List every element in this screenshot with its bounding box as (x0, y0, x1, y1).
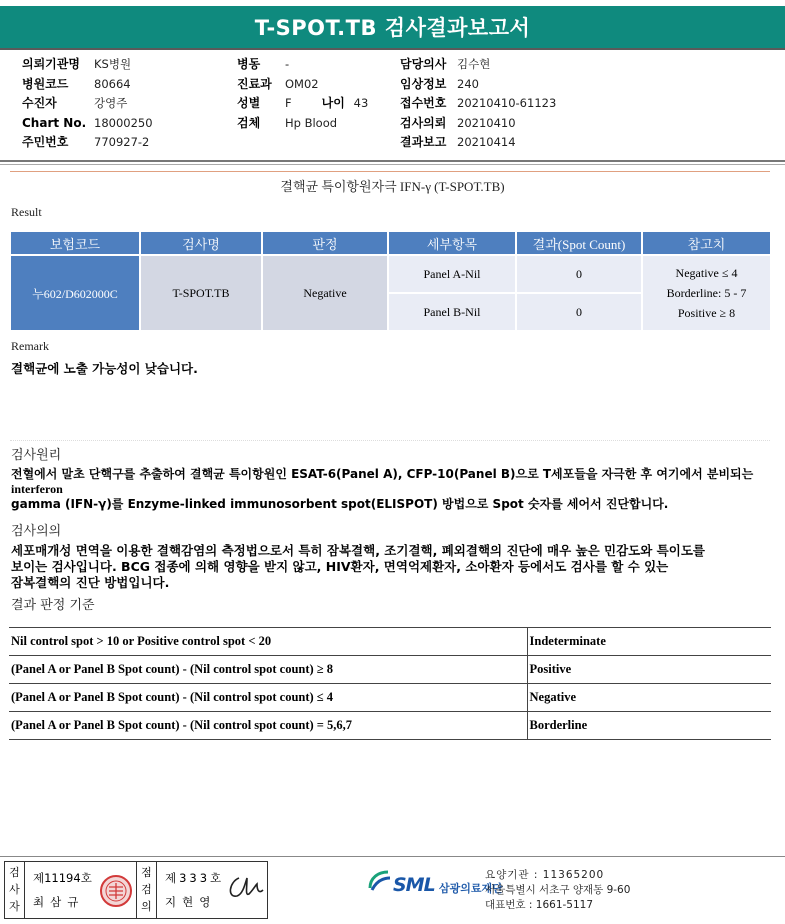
principle-label: 검사원리 (11, 448, 62, 463)
reference-borderline: Borderline: 5 - 7 (666, 286, 747, 300)
reference-positive: Positive ≥ 8 (677, 306, 736, 320)
result-header-row (10, 231, 771, 255)
resident-no-label: 주민번호 (22, 135, 69, 149)
signature-icon (225, 872, 265, 906)
criteria-label: 결과 판정 기준 (11, 598, 95, 613)
sml-logo-text: SML (393, 874, 435, 896)
sex-value: F (285, 96, 292, 110)
age-value: 43 (353, 96, 369, 110)
separator (0, 164, 785, 165)
principle-text (11, 467, 771, 512)
chart-no-label: Chart No. (22, 115, 87, 130)
table-row (9, 684, 771, 712)
contact-info (485, 868, 630, 913)
significance-line: 세포매개성 면역을 이용한 결핵감염의 측정법으로서 특히 잠복결핵, 조기결핵, 폐외결핵의 진단에 매우 높은 민감도와 특이도를 (11, 543, 705, 558)
report-date-label: 결과보고 (400, 135, 447, 149)
criteria-condition: (Panel A or Panel B Spot count) - (Nil control spot count) = 5,6,7 (9, 712, 527, 740)
panel-a-value: 0 (516, 255, 642, 293)
significance-label: 검사의의 (11, 524, 62, 539)
result-table (9, 230, 772, 332)
reviewer-label (137, 862, 157, 918)
receipt-no-value: 20210410-61123 (457, 96, 557, 110)
clinical-info-value: 240 (457, 76, 479, 91)
institution-value: KS병원 (94, 57, 132, 71)
principle-line: 전혈에서 말초 단핵구를 추출하여 결핵균 특이항원인 ESAT-6(Panel A), CFP-10(Panel B)으로 T세포들을 자극한 후 여기에서 분비되는 (11, 467, 754, 481)
criteria-result: Positive (527, 656, 771, 684)
table-row (9, 628, 771, 656)
section-title: 결핵균 특이항원자극 IFN-γ (T-SPOT.TB) (280, 179, 505, 194)
result-label: Result (11, 205, 42, 219)
criteria-table (9, 627, 771, 740)
judgment-cell: Negative (262, 255, 388, 331)
chart-no-value: 18000250 (94, 115, 153, 130)
sml-logo-icon (366, 868, 392, 894)
header-test-name: 검사명 (140, 231, 262, 255)
header-insurance-code: 보험코드 (10, 231, 140, 255)
criteria-condition: (Panel A or Panel B Spot count) - (Nil control spot count) ≥ 8 (9, 656, 527, 684)
org-name: 삼광의료재단 (439, 882, 503, 895)
significance-line: 잠복결핵의 진단 방법입니다. (11, 575, 170, 590)
dept-label: 진료과 (237, 76, 272, 91)
remark-label: Remark (11, 339, 49, 353)
request-date-label: 검사의뢰 (400, 115, 447, 130)
header-detail: 세부항목 (388, 231, 516, 255)
ward-value: - (285, 57, 290, 71)
examinee-label: 수진자 (22, 96, 57, 110)
panel-b-value: 0 (516, 293, 642, 331)
examiner-id: 제11194호 (33, 871, 92, 885)
patient-info-col1 (22, 55, 153, 153)
principle-line: interferon (11, 482, 63, 496)
hospital-code-value: 80664 (94, 76, 131, 91)
ward-label: 병동 (237, 57, 261, 71)
table-row (10, 255, 771, 293)
age-label: 나이 (321, 96, 345, 110)
institution-label: 의뢰기관명 (22, 57, 80, 71)
report-date-value: 20210414 (457, 135, 516, 149)
reviewer-name: 지현영 (165, 895, 217, 909)
receipt-no-label: 접수번호 (400, 96, 447, 110)
examiner-label-text: 검사자 (9, 866, 20, 913)
principle-line: gamma (IFN-γ)를 Enzyme-linked immunosorbent spot(ELISPOT) 방법으로 Spot 숫자를 세어서 진단합니다. (11, 497, 669, 511)
contact-line: 요양기관 : 11365200 (485, 869, 605, 881)
signature-box (4, 861, 268, 919)
header-reference: 참고치 (642, 231, 771, 255)
title-underline (0, 48, 785, 50)
request-date-value: 20210410 (457, 115, 516, 130)
footer-divider (0, 856, 785, 857)
criteria-result: Indeterminate (527, 628, 771, 656)
significance-line: 보이는 검사입니다. BCG 접종에 의해 영향을 받지 않고, HIV환자, 면역억제환자, 소아환자 등에서도 검사를 할 수 있는 (11, 559, 669, 574)
specimen-value: Hp Blood (285, 115, 338, 130)
examiner-name: 최삼규 (33, 895, 85, 909)
divider (10, 440, 770, 441)
dept-value: OM02 (285, 76, 319, 91)
sex-label: 성별 (237, 96, 261, 110)
remark-text: 결핵균에 노출 가능성이 낮습니다. (11, 361, 198, 376)
insurance-code-cell: 누602/D602000C (10, 255, 140, 331)
seal-stamp-icon (99, 874, 133, 908)
criteria-result: Negative (527, 684, 771, 712)
specimen-label: 검체 (237, 115, 261, 130)
clinical-info-label: 임상정보 (400, 76, 447, 91)
separator (0, 160, 785, 162)
resident-no-value: 770927-2 (94, 135, 150, 149)
header-spot-count: 결과(Spot Count) (516, 231, 642, 255)
header-judgment: 판정 (262, 231, 388, 255)
significance-text (11, 543, 771, 591)
separator (10, 171, 770, 172)
report-title: T-SPOT.TB 검사결과보고서 (0, 6, 785, 48)
examinee-value: 강영주 (94, 96, 128, 110)
doctor-value: 김수현 (457, 57, 491, 71)
table-row (9, 712, 771, 740)
criteria-condition: Nil control spot > 10 or Positive control spot < 20 (9, 628, 527, 656)
examiner-label (5, 862, 25, 918)
reviewer-id: 제333호 (165, 871, 225, 885)
panel-b-name: Panel B-Nil (388, 293, 516, 331)
criteria-condition: (Panel A or Panel B Spot count) - (Nil control spot count) ≤ 4 (9, 684, 527, 712)
patient-info-col3 (400, 55, 556, 153)
reference-cell (642, 255, 771, 331)
contact-line: 서울특별시 서초구 양재동 9-60 (485, 884, 631, 896)
reviewer-label-text: 점검의 (141, 866, 152, 913)
table-row (9, 656, 771, 684)
doctor-label: 담당의사 (400, 57, 447, 71)
panel-a-name: Panel A-Nil (388, 255, 516, 293)
hospital-code-label: 병원코드 (22, 76, 69, 91)
patient-info-col2 (237, 55, 368, 133)
reference-negative: Negative ≤ 4 (675, 266, 738, 280)
criteria-result: Borderline (527, 712, 771, 740)
test-name-cell: T-SPOT.TB (140, 255, 262, 331)
contact-line: 대표번호 : 1661-5117 (485, 899, 594, 911)
